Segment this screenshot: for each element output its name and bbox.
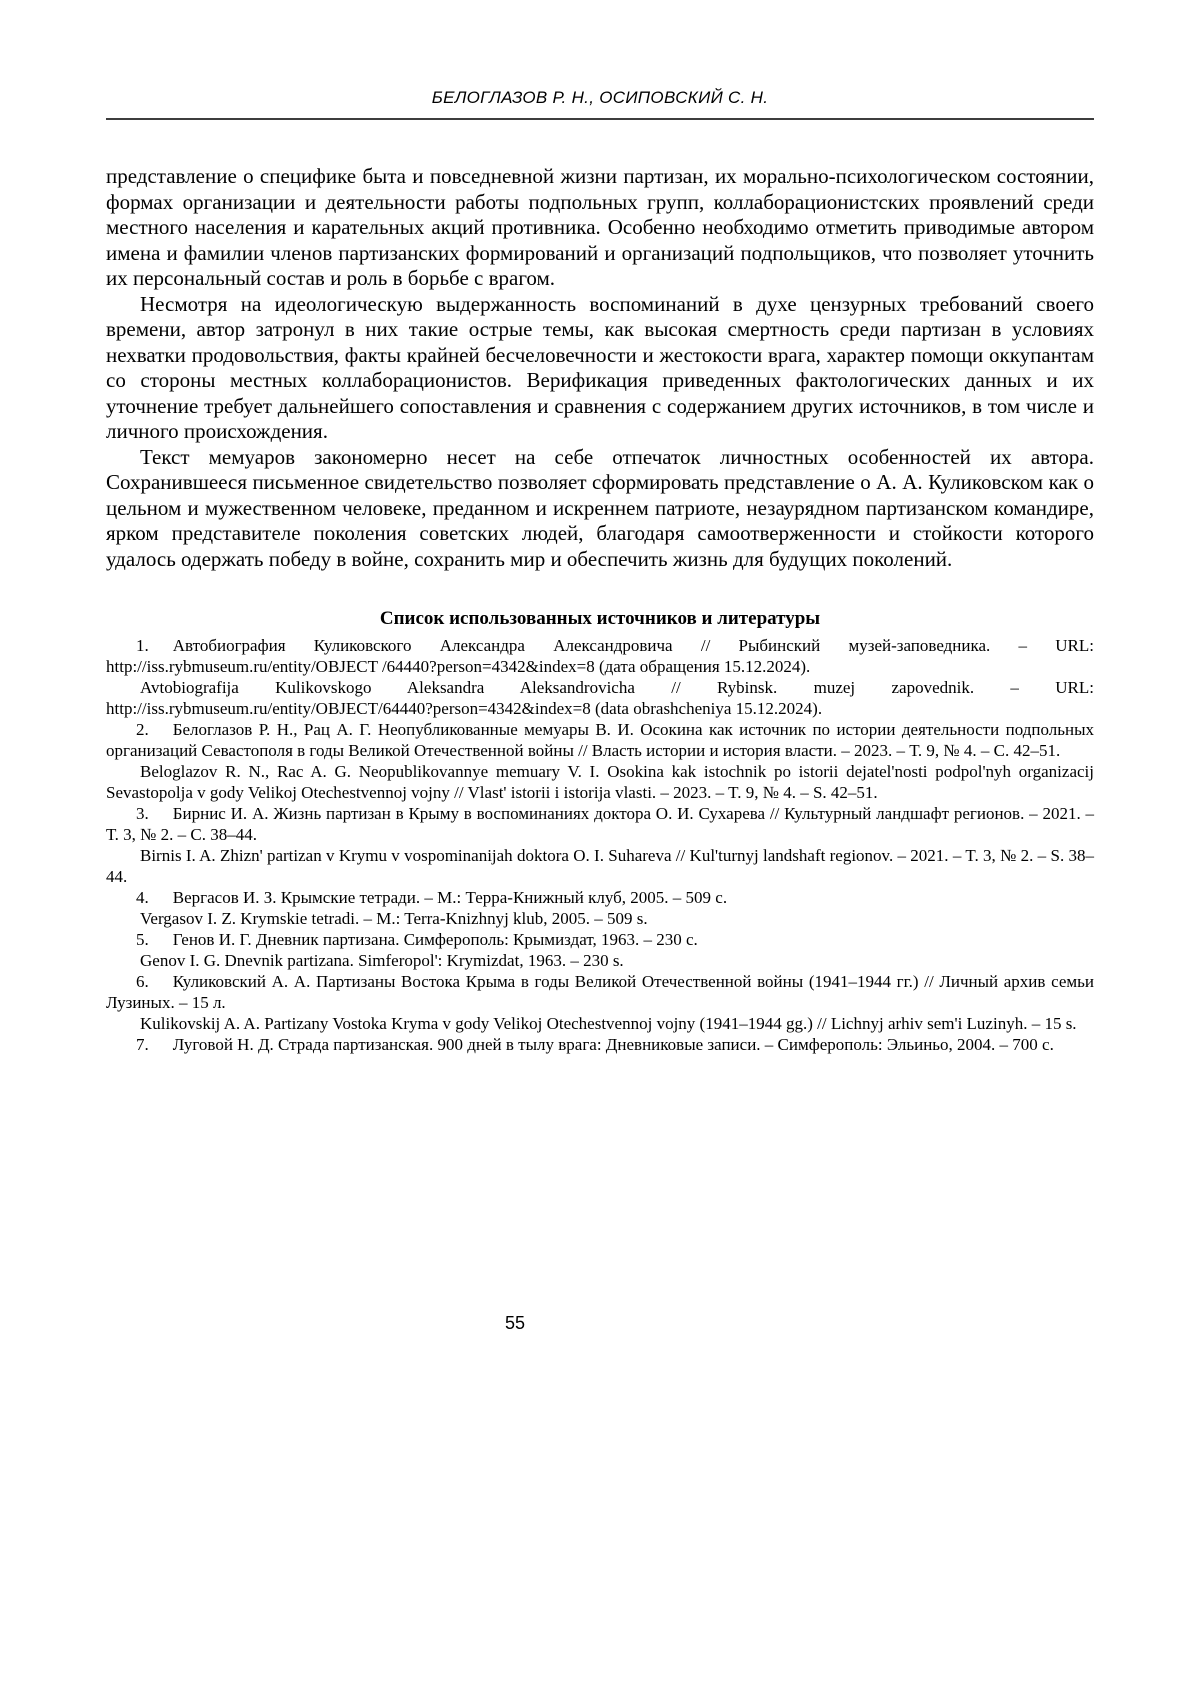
reference-entry (106, 1034, 1094, 1055)
reference-entry (106, 971, 1094, 1034)
reference-number: 5. (136, 930, 149, 949)
reference-original (106, 887, 1094, 908)
reference-transliteration: Beloglazov R. N., Rac A. G. Neopublikovannye memuary V. I. Osokina kak istochnik po istorii dejatel'nosti podpol'nyh organizacij Sevastopolja v gody Velikoj Otechestvennoj vojny // Vlast' istorii i istorija vlasti. – 2023. – T. 9, № 4. – S. 42–51. (106, 762, 1094, 802)
reference-original (106, 929, 1094, 950)
body-paragraph: Несмотря на идеологическую выдержанность воспоминаний в духе цензурных требований своего времени, автор затронул в них такие острые темы, как высокая смертность среди партизан в условиях нехватки продовольствия, факты крайней бесчеловечности и жестокости врага, характер помощи оккупантам со стороны местных коллаборационистов. Верификация приведенных фактологических данных и их уточнение требует дальнейшего сопоставления и сравнения с содержанием других источников, в том числе и личного происхождения. (106, 291, 1094, 443)
body-paragraph: представление о специфике быта и повседневной жизни партизан, их морально-психологическом состоянии, формах организации и деятельности работы подпольных групп, коллаборационистских проявлений среди местного населения и карательных акций противника. Особенно необходимо отметить приводимые автором имена и фамилии членов партизанских формирований и организаций подпольщиков, что позволяет уточнить их персональный состав и роль в борьбе с врагом. (106, 164, 1094, 290)
reference-transliteration: Avtobiografija Kulikovskogo Aleksandra Aleksandrovicha // Rybinsk. muzej zapovednik. – URL: http://iss.rybmuseum.ru/entity/OBJECT/64440?person=4342&index=8 (data obrashcheniya 15.12.2024). (106, 678, 1094, 718)
header-rule (106, 118, 1094, 120)
article-body (106, 164, 1094, 572)
page-header (106, 88, 1094, 120)
running-header-title: БЕЛОГЛАЗОВ Р. Н., ОСИПОВСКИЙ С. Н. (431, 88, 769, 107)
reference-number: 2. (136, 720, 149, 739)
reference-transliteration: Birnis I. A. Zhizn' partizan v Krymu v vospominanijah doktora O. I. Suhareva // Kul'turnyj landshaft regionov. – 2021. – T. 3, № 2. – S. 38–44. (106, 846, 1094, 886)
reference-entry (106, 803, 1094, 887)
reference-original-text: Куликовский А. А. Партизаны Востока Крыма в годы Великой Отечественной войны (1941–1944 гг.) // Личный архив семьи Лузиных. – 15 л. (106, 972, 1094, 1012)
reference-original (106, 971, 1094, 1013)
reference-original (106, 635, 1094, 677)
reference-entry (106, 887, 1094, 929)
reference-transliteration: Vergasov I. Z. Krymskie tetradi. – M.: Terra-Knizhnyj klub, 2005. – 509 s. (140, 909, 648, 928)
reference-number: 1. (136, 636, 149, 655)
reference-list (106, 635, 1094, 1055)
reference-original (106, 719, 1094, 761)
reference-original-text: Луговой Н. Д. Страда партизанская. 900 дней в тылу врага: Дневниковые записи. – Симферополь: Эльиньо, 2004. – 700 с. (172, 1035, 1054, 1054)
reference-transliteration: Genov I. G. Dnevnik partizana. Simferopol': Krymizdat, 1963. – 230 s. (140, 951, 624, 970)
reference-original (106, 803, 1094, 845)
body-paragraph: Текст мемуаров закономерно несет на себе отпечаток личностных особенностей их автора. Сохранившееся письменное свидетельство позволяет сформировать представление о А. А. Куликовском как о цельном и мужественном человеке, преданном и искреннем патриоте, незаурядном партизанском командире, ярком представителе поколения советских людей, благодаря самоотверженности и стойкости которого удалось одержать победу в войне, сохранить мир и обеспечить жизнь для будущих поколений. (106, 444, 1094, 571)
reference-original-text: Белоглазов Р. Н., Рац А. Г. Неопубликованные мемуары В. И. Осокина как источник по истории деятельности подпольных организаций Севастополя в годы Великой Отечественной войны // Власть истории и история власти. – 2023. – Т. 9, № 4. – С. 42–51. (106, 720, 1094, 760)
reference-original-text: Генов И. Г. Дневник партизана. Симферополь: Крымиздат, 1963. – 230 с. (172, 930, 698, 949)
reference-original-text: Вергасов И. З. Крымские тетради. – М.: Терра-Книжный клуб, 2005. – 509 с. (172, 888, 728, 907)
reference-number: 4. (136, 888, 149, 907)
reference-number: 6. (136, 972, 149, 991)
reference-original (106, 1034, 1094, 1055)
reference-original-text: Автобиография Куликовского Александра Александровича // Рыбинский музей-заповедника. – URL: http://iss.rybmuseum.ru/entity/OBJECT /64440?person=4342&index=8 (дата обращения 15.12.2024). (106, 636, 1094, 676)
reference-original-text: Бирнис И. А. Жизнь партизан в Крыму в воспоминаниях доктора О. И. Сухарева // Культурный ландшафт регионов. – 2021. – Т. 3, № 2. – С. 38–44. (106, 804, 1094, 844)
reference-number: 7. (136, 1035, 149, 1054)
page-number: 55 (505, 1313, 526, 1333)
reference-transliteration: Kulikovskij A. A. Partizany Vostoka Kryma v gody Velikoj Otechestvennoj vojny (1941–1944 gg.) // Lichnyj arhiv sem'i Luzinyh. – 15 s. (140, 1014, 1077, 1033)
reference-number: 3. (136, 804, 149, 823)
reference-entry (106, 929, 1094, 971)
reference-entry (106, 719, 1094, 803)
references-section (106, 608, 1094, 1055)
reference-entry (106, 635, 1094, 719)
references-heading: Список использованных источников и литературы (379, 608, 821, 629)
